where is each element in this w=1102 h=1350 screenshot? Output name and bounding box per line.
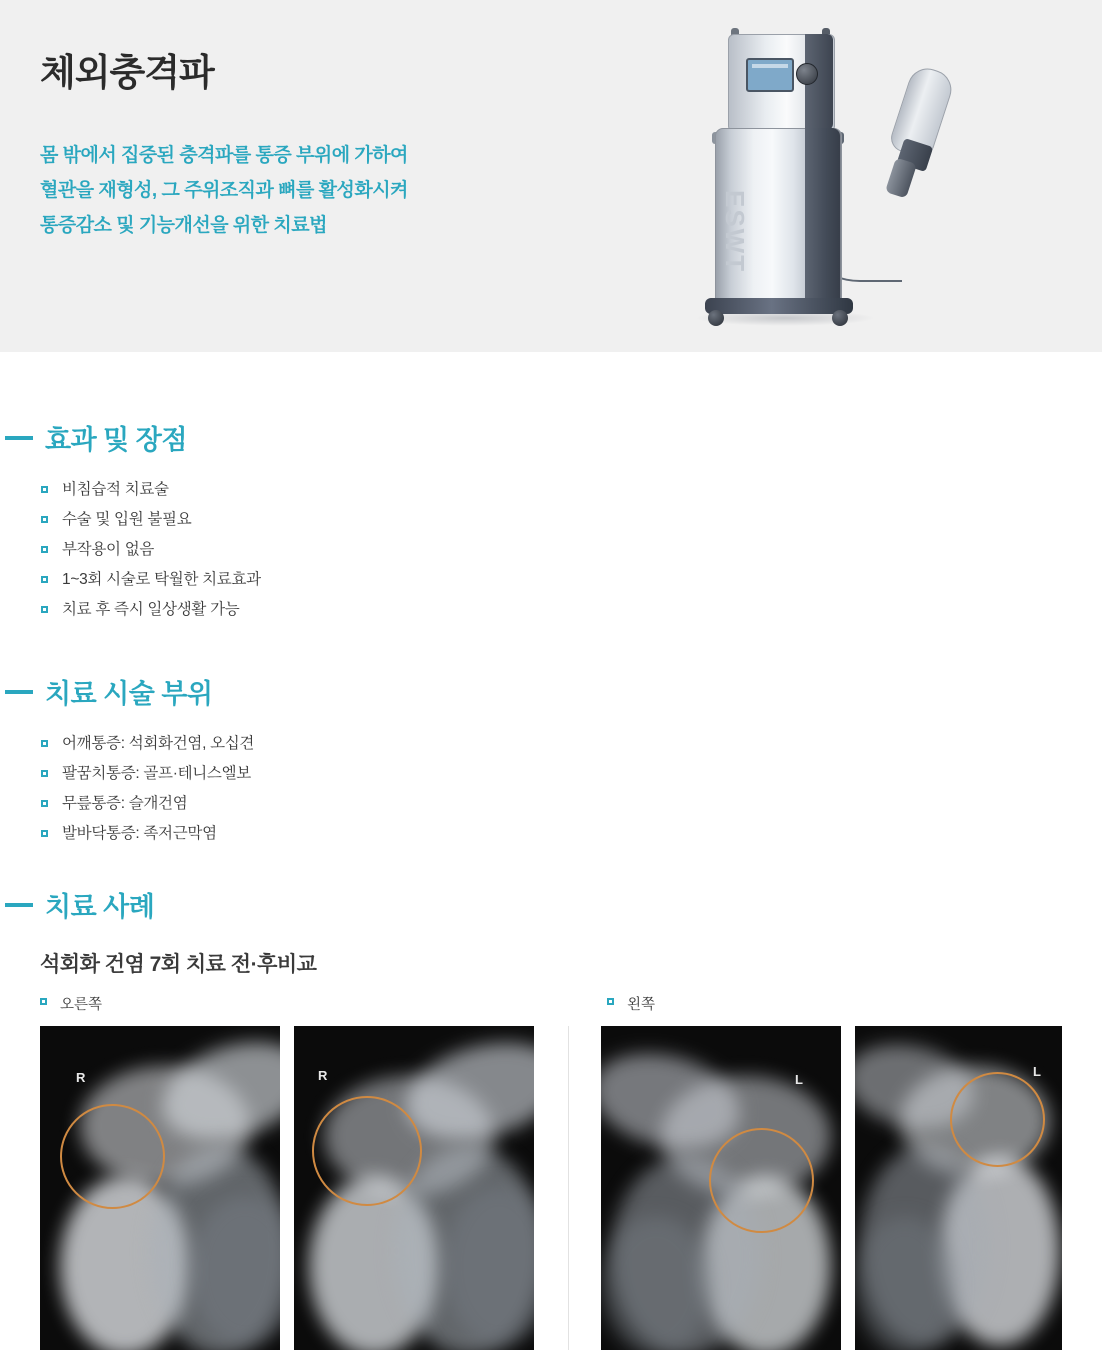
device-body-side: [805, 128, 840, 306]
page-title: 체외충격파: [40, 52, 214, 93]
device-handpiece-grip: [885, 157, 917, 198]
hero-description-line-3: 통증감소 및 기능개선을 위한 치료법: [40, 215, 327, 236]
dash-icon: [5, 690, 33, 694]
xray-image-left-before: [601, 1026, 841, 1350]
list-item: 수술 및 입원 불필요: [40, 505, 1102, 535]
list-item: 치료 후 즉시 일상생활 가능: [40, 595, 1102, 625]
device-knob: [796, 63, 818, 85]
section-treatment-areas-header: [0, 672, 1102, 711]
device-screen: [746, 58, 794, 92]
hero-description-line-2: 혈관을 재형성, 그 주위조직과 뼈를 활성화시켜: [40, 180, 408, 201]
dash-icon: [5, 436, 33, 440]
section-cases: [0, 885, 1102, 978]
treatment-areas-list: [40, 729, 1102, 849]
xray-side-marker: L: [1033, 1064, 1041, 1079]
xray-glow: [601, 1216, 711, 1350]
xray-side-marker: R: [318, 1068, 328, 1083]
device-brand-label: ESWT: [720, 190, 750, 274]
case-divider: [568, 1026, 569, 1350]
case-subtitle: 석회화 건염 7회 치료 전·후비교: [40, 953, 317, 976]
xray-image-right-after: [294, 1026, 534, 1350]
list-item: 무릎통증: 슬개건염: [40, 789, 1102, 819]
list-item: 비침습적 치료술: [40, 475, 1102, 505]
section-cases-title: 치료 사례: [45, 892, 155, 922]
xray-annotation-circle: [709, 1128, 814, 1233]
device-wheel-left: [708, 310, 724, 326]
list-item: 발바닥통증: 족저근막염: [40, 819, 1102, 849]
hero-description: [40, 138, 408, 243]
xray-glow: [855, 1216, 955, 1350]
xray-annotation-circle: [950, 1072, 1045, 1167]
device-base: [705, 298, 853, 314]
hero-banner: [0, 0, 1102, 352]
list-item: 1~3회 시술로 탁월한 치료효과: [40, 565, 1102, 595]
list-item: 어깨통증: 석회화건염, 오십견: [40, 729, 1102, 759]
eswt-device-image: [600, 10, 1070, 340]
xray-side-marker: R: [76, 1070, 86, 1085]
list-item: 팔꿈치통증: 골프·테니스엘보: [40, 759, 1102, 789]
device-wheel-right: [832, 310, 848, 326]
case-group-label-right: 오른쪽: [40, 993, 102, 1014]
section-benefits-header: [0, 418, 1102, 457]
list-item: 부작용이 없음: [40, 535, 1102, 565]
hero-description-line-1: 몸 밖에서 집중된 충격파를 통증 부위에 가하여: [40, 145, 408, 166]
section-benefits-title: 효과 및 장점: [45, 425, 187, 455]
section-treatment-areas-title: 치료 시술 부위: [45, 679, 213, 709]
xray-image-right-before: [40, 1026, 280, 1350]
xray-annotation-circle: [60, 1104, 165, 1209]
section-cases-header: [0, 885, 1102, 924]
section-treatment-areas: [0, 672, 1102, 849]
xray-annotation-circle: [312, 1096, 422, 1206]
xray-image-left-after: [855, 1026, 1062, 1350]
section-benefits: [0, 418, 1102, 625]
xray-side-marker: L: [795, 1072, 803, 1087]
dash-icon: [5, 903, 33, 907]
case-group-label-left: 왼쪽: [607, 993, 655, 1014]
benefits-list: [40, 475, 1102, 625]
